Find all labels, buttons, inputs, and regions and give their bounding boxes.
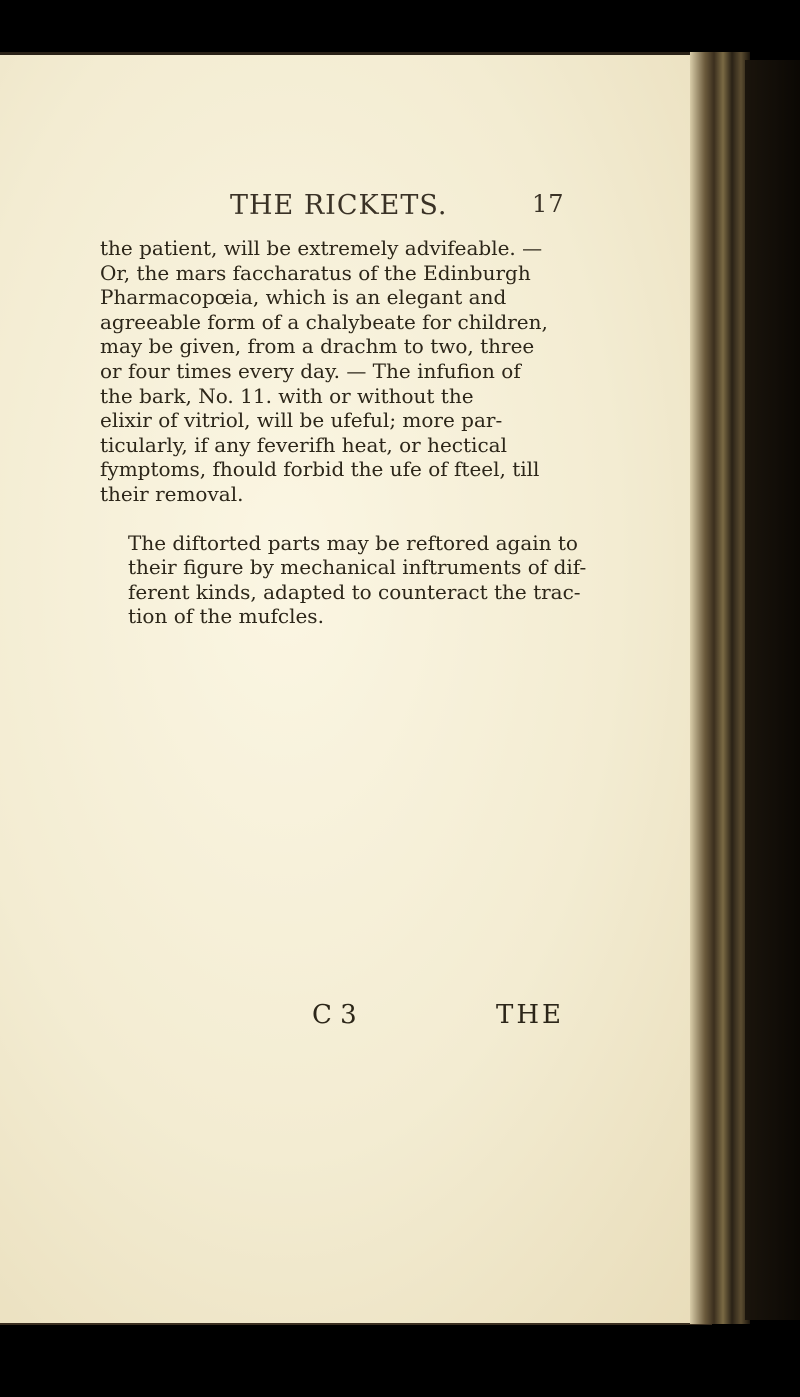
paragraph-1 <box>100 236 680 507</box>
text-line: The diftorted parts may be reftored again to <box>128 530 578 555</box>
text-line: their figure by mechanical inftruments of dif- <box>128 555 587 580</box>
page-number: 17 <box>532 190 565 218</box>
text-line: ferent kinds, adapted to counteract the trac- <box>128 579 581 604</box>
signature-mark: C 3 <box>312 1000 357 1030</box>
text-line: their removal. <box>100 481 244 506</box>
text-line: tion of the mufcles. <box>128 604 324 629</box>
running-head-title: THE RICKETS. <box>230 190 448 221</box>
book-spine <box>745 60 800 1320</box>
catchword: THE <box>496 1000 564 1030</box>
text-line: may be given, from a drachm to two, three <box>100 334 535 359</box>
body-text <box>100 236 680 629</box>
running-head <box>100 190 660 230</box>
text-line: the patient, will be extremely advifeable. — <box>100 236 543 260</box>
book-gutter <box>690 52 750 1324</box>
text-line: agreeable form of a chalybeate for children, <box>100 309 548 334</box>
text-line: fymptoms, fhould forbid the ufe of fteel, till <box>100 457 540 482</box>
text-line: elixir of vitriol, will be ufeful; more par- <box>100 408 503 433</box>
paragraph-2 <box>100 531 680 629</box>
text-line: Pharmacopœia, which is an elegant and <box>100 285 507 310</box>
text-line: ticularly, if any feverifh heat, or hectical <box>100 432 507 457</box>
text-line: the bark, No. 11. with or without the <box>100 383 474 408</box>
text-line: or four times every day. — The infufion of <box>100 358 521 383</box>
text-line: Or, the mars faccharatus of the Edinburgh <box>100 260 531 285</box>
